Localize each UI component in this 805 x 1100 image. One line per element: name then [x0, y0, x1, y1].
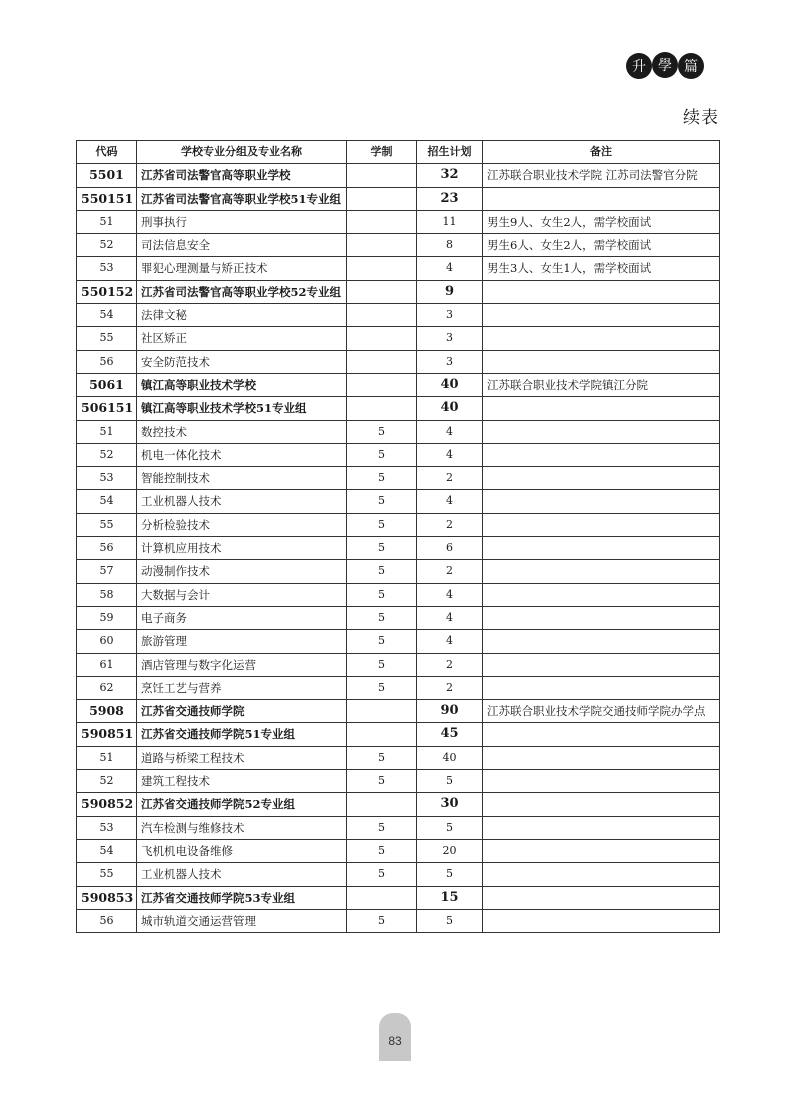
- note-cell: 男生3人、女生1人，需学校面试: [483, 257, 720, 280]
- name-cell: 道路与桥梁工程技术: [137, 746, 347, 769]
- name-cell: 飞机机电设备维修: [137, 839, 347, 862]
- major-row: [77, 816, 720, 839]
- plan-cell: 2: [417, 653, 483, 676]
- code-cell: 54: [77, 839, 137, 862]
- name-cell: 旅游管理: [137, 630, 347, 653]
- years-cell: 5: [347, 467, 417, 490]
- name-cell: 安全防范技术: [137, 350, 347, 373]
- years-cell: 5: [347, 839, 417, 862]
- plan-cell: 20: [417, 839, 483, 862]
- code-cell: 54: [77, 490, 137, 513]
- note-cell: [483, 583, 720, 606]
- years-cell: [347, 187, 417, 210]
- name-cell: 江苏省司法警官高等职业学校: [137, 164, 347, 187]
- name-cell: 法律文秘: [137, 304, 347, 327]
- years-cell: 5: [347, 746, 417, 769]
- group-row: [77, 187, 720, 210]
- plan-cell: 45: [417, 723, 483, 746]
- code-cell: 5501: [77, 164, 137, 187]
- major-row: [77, 350, 720, 373]
- group-row: [77, 793, 720, 816]
- years-cell: 5: [347, 560, 417, 583]
- page-number: 83: [379, 1013, 411, 1061]
- name-cell: 动漫制作技术: [137, 560, 347, 583]
- years-cell: 5: [347, 443, 417, 466]
- note-cell: [483, 839, 720, 862]
- note-cell: [483, 909, 720, 932]
- name-cell: 江苏省司法警官高等职业学校52专业组: [137, 280, 347, 303]
- name-cell: 计算机应用技术: [137, 537, 347, 560]
- years-cell: 5: [347, 676, 417, 699]
- major-row: [77, 257, 720, 280]
- years-cell: 5: [347, 909, 417, 932]
- code-cell: 56: [77, 537, 137, 560]
- plan-cell: 9: [417, 280, 483, 303]
- note-cell: [483, 327, 720, 350]
- years-cell: [347, 210, 417, 233]
- plan-cell: 3: [417, 350, 483, 373]
- name-cell: 工业机器人技术: [137, 490, 347, 513]
- plan-cell: 15: [417, 886, 483, 909]
- major-row: [77, 537, 720, 560]
- note-cell: [483, 420, 720, 443]
- group-row: [77, 397, 720, 420]
- svg-text:升: 升: [632, 59, 646, 75]
- group-row: [77, 723, 720, 746]
- years-cell: 5: [347, 513, 417, 536]
- note-cell: [483, 560, 720, 583]
- code-cell: 59: [77, 606, 137, 629]
- plan-cell: 4: [417, 443, 483, 466]
- header-code: 代码: [77, 141, 137, 164]
- note-cell: [483, 350, 720, 373]
- major-row: [77, 676, 720, 699]
- code-cell: 53: [77, 816, 137, 839]
- years-cell: [347, 793, 417, 816]
- name-cell: 镇江高等职业技术学校: [137, 373, 347, 396]
- code-cell: 61: [77, 653, 137, 676]
- note-cell: [483, 770, 720, 793]
- note-cell: [483, 676, 720, 699]
- code-cell: 52: [77, 234, 137, 257]
- svg-text:篇: 篇: [684, 59, 698, 75]
- code-cell: 60: [77, 630, 137, 653]
- years-cell: [347, 723, 417, 746]
- major-row: [77, 420, 720, 443]
- major-row: [77, 490, 720, 513]
- name-cell: 江苏省交通技师学院: [137, 700, 347, 723]
- code-cell: 58: [77, 583, 137, 606]
- note-cell: [483, 280, 720, 303]
- major-row: [77, 863, 720, 886]
- plan-cell: 11: [417, 210, 483, 233]
- code-cell: 52: [77, 770, 137, 793]
- plan-cell: 5: [417, 909, 483, 932]
- plan-cell: 5: [417, 863, 483, 886]
- name-cell: 汽车检测与维修技术: [137, 816, 347, 839]
- name-cell: 智能控制技术: [137, 467, 347, 490]
- name-cell: 城市轨道交通运营管理: [137, 909, 347, 932]
- years-cell: [347, 350, 417, 373]
- plan-cell: 23: [417, 187, 483, 210]
- plan-cell: 4: [417, 257, 483, 280]
- years-cell: 5: [347, 420, 417, 443]
- major-row: [77, 560, 720, 583]
- major-row: [77, 327, 720, 350]
- code-cell: 56: [77, 350, 137, 373]
- plan-cell: 3: [417, 327, 483, 350]
- note-cell: [483, 746, 720, 769]
- name-cell: 大数据与会计: [137, 583, 347, 606]
- note-cell: 江苏联合职业技术学院 江苏司法警官分院: [483, 164, 720, 187]
- years-cell: [347, 257, 417, 280]
- years-cell: [347, 164, 417, 187]
- code-cell: 54: [77, 304, 137, 327]
- note-cell: 江苏联合职业技术学院交通技师学院办学点: [483, 700, 720, 723]
- major-row: [77, 443, 720, 466]
- name-cell: 酒店管理与数字化运营: [137, 653, 347, 676]
- plan-cell: 4: [417, 420, 483, 443]
- plan-cell: 3: [417, 304, 483, 327]
- code-cell: 550151: [77, 187, 137, 210]
- years-cell: [347, 327, 417, 350]
- code-cell: 53: [77, 257, 137, 280]
- years-cell: 5: [347, 863, 417, 886]
- name-cell: 工业机器人技术: [137, 863, 347, 886]
- continued-table-label: 续表: [683, 108, 719, 128]
- plan-cell: 4: [417, 630, 483, 653]
- code-cell: 52: [77, 443, 137, 466]
- major-row: [77, 839, 720, 862]
- name-cell: 司法信息安全: [137, 234, 347, 257]
- code-cell: 51: [77, 210, 137, 233]
- group-row: [77, 886, 720, 909]
- note-cell: [483, 630, 720, 653]
- group-row: [77, 280, 720, 303]
- plan-cell: 6: [417, 537, 483, 560]
- plan-cell: 2: [417, 560, 483, 583]
- note-cell: [483, 723, 720, 746]
- enrollment-plan-table: [76, 140, 720, 933]
- name-cell: 江苏省交通技师学院53专业组: [137, 886, 347, 909]
- years-cell: [347, 700, 417, 723]
- plan-cell: 40: [417, 373, 483, 396]
- note-cell: 男生9人、女生2人，需学校面试: [483, 210, 720, 233]
- major-row: [77, 770, 720, 793]
- code-cell: 55: [77, 327, 137, 350]
- plan-cell: 5: [417, 770, 483, 793]
- years-cell: [347, 373, 417, 396]
- years-cell: [347, 886, 417, 909]
- table-body: [77, 164, 720, 933]
- header-name: 学校专业分组及专业名称: [137, 141, 347, 164]
- major-row: [77, 606, 720, 629]
- plan-cell: 4: [417, 606, 483, 629]
- major-row: [77, 513, 720, 536]
- plan-cell: 40: [417, 746, 483, 769]
- plan-cell: 2: [417, 467, 483, 490]
- code-cell: 51: [77, 746, 137, 769]
- code-cell: 51: [77, 420, 137, 443]
- major-row: [77, 304, 720, 327]
- name-cell: 罪犯心理测量与矫正技术: [137, 257, 347, 280]
- school-row: [77, 164, 720, 187]
- name-cell: 电子商务: [137, 606, 347, 629]
- note-cell: [483, 513, 720, 536]
- note-cell: [483, 397, 720, 420]
- plan-cell: 40: [417, 397, 483, 420]
- note-cell: [483, 304, 720, 327]
- header-plan: 招生计划: [417, 141, 483, 164]
- major-row: [77, 909, 720, 932]
- name-cell: 社区矫正: [137, 327, 347, 350]
- header-years: 学制: [347, 141, 417, 164]
- major-row: [77, 653, 720, 676]
- note-cell: [483, 793, 720, 816]
- code-cell: 506151: [77, 397, 137, 420]
- table-header-row: [77, 141, 720, 164]
- plan-cell: 2: [417, 513, 483, 536]
- code-cell: 55: [77, 863, 137, 886]
- note-cell: [483, 606, 720, 629]
- note-cell: [483, 187, 720, 210]
- school-row: [77, 373, 720, 396]
- note-cell: 男生6人、女生2人，需学校面试: [483, 234, 720, 257]
- code-cell: 57: [77, 560, 137, 583]
- svg-text:學: 學: [658, 58, 672, 74]
- name-cell: 江苏省交通技师学院52专业组: [137, 793, 347, 816]
- note-cell: [483, 467, 720, 490]
- note-cell: [483, 886, 720, 909]
- years-cell: [347, 304, 417, 327]
- code-cell: 590853: [77, 886, 137, 909]
- plan-cell: 90: [417, 700, 483, 723]
- name-cell: 江苏省交通技师学院51专业组: [137, 723, 347, 746]
- note-cell: [483, 653, 720, 676]
- code-cell: 62: [77, 676, 137, 699]
- years-cell: 5: [347, 583, 417, 606]
- major-row: [77, 746, 720, 769]
- major-row: [77, 210, 720, 233]
- plan-cell: 8: [417, 234, 483, 257]
- plan-cell: 30: [417, 793, 483, 816]
- code-cell: 53: [77, 467, 137, 490]
- plan-cell: 5: [417, 816, 483, 839]
- name-cell: 建筑工程技术: [137, 770, 347, 793]
- school-row: [77, 700, 720, 723]
- years-cell: 5: [347, 653, 417, 676]
- major-row: [77, 234, 720, 257]
- plan-cell: 2: [417, 676, 483, 699]
- name-cell: 镇江高等职业技术学校51专业组: [137, 397, 347, 420]
- years-cell: 5: [347, 630, 417, 653]
- years-cell: [347, 280, 417, 303]
- code-cell: 55: [77, 513, 137, 536]
- code-cell: 5908: [77, 700, 137, 723]
- code-cell: 590851: [77, 723, 137, 746]
- years-cell: [347, 234, 417, 257]
- note-cell: [483, 443, 720, 466]
- plan-cell: 4: [417, 583, 483, 606]
- years-cell: 5: [347, 606, 417, 629]
- code-cell: 5061: [77, 373, 137, 396]
- major-row: [77, 467, 720, 490]
- plan-cell: 4: [417, 490, 483, 513]
- name-cell: 分析检验技术: [137, 513, 347, 536]
- years-cell: 5: [347, 770, 417, 793]
- note-cell: [483, 863, 720, 886]
- name-cell: 刑事执行: [137, 210, 347, 233]
- name-cell: 烹饪工艺与营养: [137, 676, 347, 699]
- section-logo: [625, 46, 705, 84]
- years-cell: [347, 397, 417, 420]
- code-cell: 550152: [77, 280, 137, 303]
- major-row: [77, 583, 720, 606]
- header-note: 备注: [483, 141, 720, 164]
- name-cell: 江苏省司法警官高等职业学校51专业组: [137, 187, 347, 210]
- name-cell: 数控技术: [137, 420, 347, 443]
- note-cell: [483, 537, 720, 560]
- note-cell: [483, 816, 720, 839]
- note-cell: 江苏联合职业技术学院镇江分院: [483, 373, 720, 396]
- note-cell: [483, 490, 720, 513]
- code-cell: 590852: [77, 793, 137, 816]
- years-cell: 5: [347, 537, 417, 560]
- code-cell: 56: [77, 909, 137, 932]
- years-cell: 5: [347, 816, 417, 839]
- major-row: [77, 630, 720, 653]
- years-cell: 5: [347, 490, 417, 513]
- plan-cell: 32: [417, 164, 483, 187]
- name-cell: 机电一体化技术: [137, 443, 347, 466]
